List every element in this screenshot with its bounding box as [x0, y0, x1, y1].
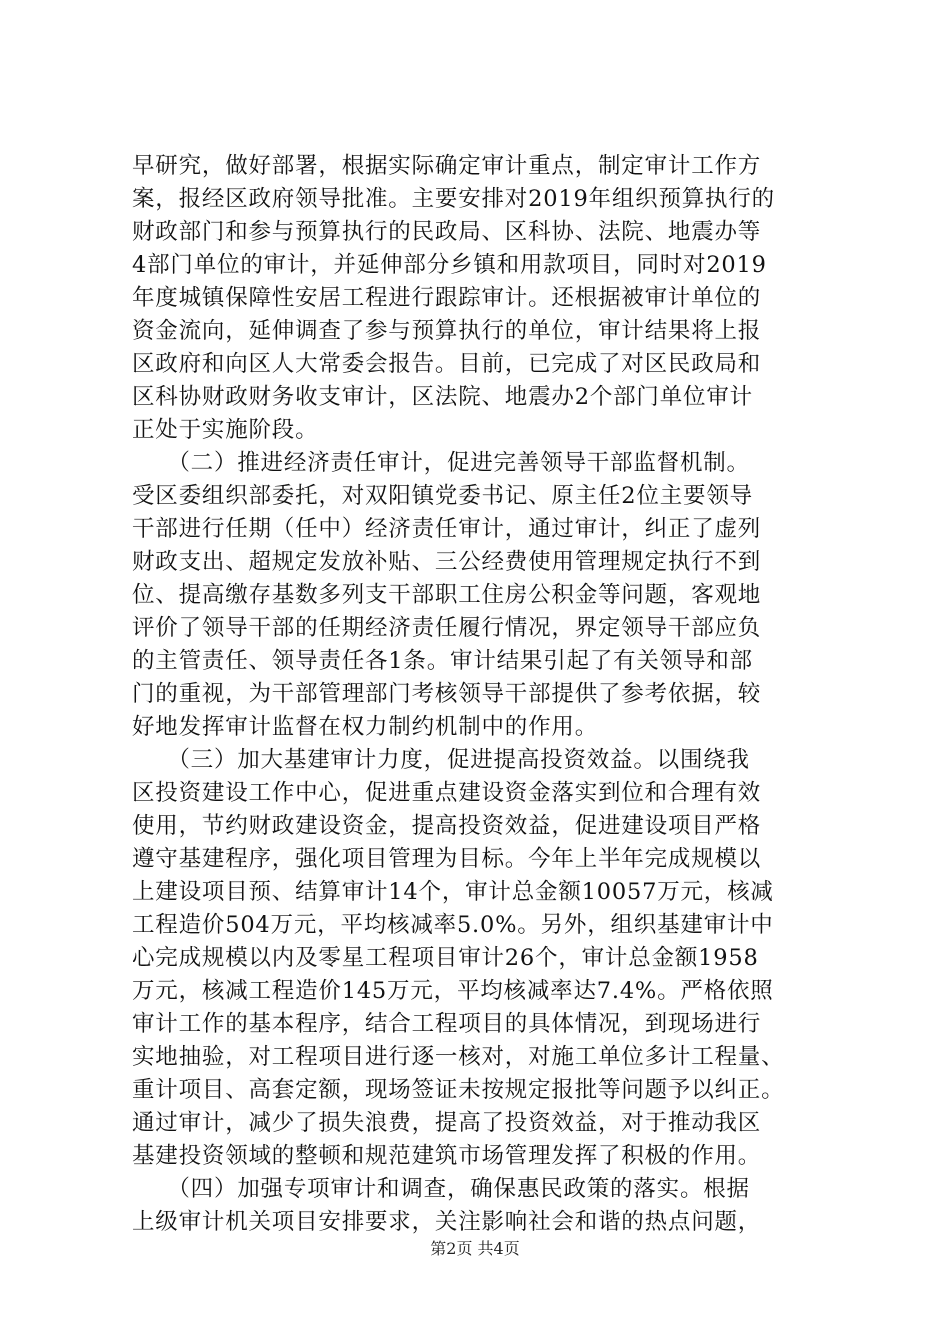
- text-line: 的主管责任、领导责任各1条。审计结果引起了有关领导和部: [132, 648, 753, 674]
- text-line: 受区委组织部委托，对双阳镇党委书记、原主任2位主要领导: [132, 483, 753, 509]
- text-line: 资金流向，延伸调查了参与预算执行的单位，审计结果将上报: [132, 318, 762, 344]
- text-line: 心完成规模以内及零星工程项目审计26个，审计总金额1958: [132, 945, 759, 971]
- text-line: 使用，节约财政建设资金，提高投资效益，促进建设项目严格: [132, 813, 762, 839]
- text-line: 4部门单位的审计，并延伸部分乡镇和用款项目，同时对2019: [132, 252, 767, 278]
- section-heading-line: （四）加强专项审计和调查，确保惠民政策的落实。根据: [132, 1176, 750, 1202]
- text-line: 万元，核减工程造价145万元，平均核减率达7.4%。严格依照: [132, 978, 774, 1004]
- text-line: 位、提高缴存基数多列支干部职工住房公积金等问题，客观地: [132, 582, 762, 608]
- text-line: 区科协财政财务收支审计，区法院、地震办2个部门单位审计: [132, 384, 753, 410]
- text-line: 干部进行任期（任中）经济责任审计，通过审计，纠正了虚列: [132, 516, 762, 542]
- text-line: 工程造价504万元，平均核减率5.0%。另外，组织基建审计中: [132, 912, 774, 938]
- text-line: 遵守基建程序，强化项目管理为目标。今年上半年完成规模以: [132, 846, 762, 872]
- text-line: 案，报经区政府领导批准。主要安排对2019年组织预算执行的: [132, 186, 775, 212]
- text-line: 财政支出、超规定发放补贴、三公经费使用管理规定执行不到: [132, 549, 762, 575]
- text-line: 早研究，做好部署，根据实际确定审计重点，制定审计工作方: [132, 153, 762, 179]
- text-line: 评价了领导干部的任期经济责任履行情况，界定领导干部应负: [132, 615, 762, 641]
- body-text: [132, 150, 852, 1239]
- text-line: 实地抽验，对工程项目进行逐一核对，对施工单位多计工程量、: [132, 1044, 785, 1070]
- page-number-footer: 第2页 共4页: [430, 1239, 520, 1258]
- text-line: 上建设项目预、结算审计14个，审计总金额10057万元，核减: [132, 879, 774, 905]
- text-line: 年度城镇保障性安居工程进行跟踪审计。还根据被审计单位的: [132, 285, 762, 311]
- section-heading-line: （三）加大基建审计力度，促进提高投资效益。以围绕我: [132, 747, 750, 773]
- text-line: 正处于实施阶段。: [132, 417, 319, 443]
- section-heading-line: （二）推进经济责任审计，促进完善领导干部监督机制。: [132, 450, 750, 476]
- text-line: 财政部门和参与预算执行的民政局、区科协、法院、地震办等: [132, 219, 762, 245]
- text-line: 门的重视，为干部管理部门考核领导干部提供了参考依据，较: [132, 681, 762, 707]
- text-line: 基建投资领域的整顿和规范建筑市场管理发挥了积极的作用。: [132, 1143, 762, 1169]
- text-line: 通过审计，减少了损失浪费，提高了投资效益，对于推动我区: [132, 1110, 762, 1136]
- text-line: 好地发挥审计监督在权力制约机制中的作用。: [132, 714, 599, 740]
- text-line: 区投资建设工作中心，促进重点建设资金落实到位和合理有效: [132, 780, 762, 806]
- text-line: 上级审计机关项目安排要求，关注影响社会和谐的热点问题，: [132, 1209, 762, 1235]
- text-line: 审计工作的基本程序，结合工程项目的具体情况，到现场进行: [132, 1011, 762, 1037]
- text-line: 区政府和向区人大常委会报告。目前，已完成了对区民政局和: [132, 351, 762, 377]
- text-line: 重计项目、高套定额，现场签证未按规定报批等问题予以纠正。: [132, 1077, 785, 1103]
